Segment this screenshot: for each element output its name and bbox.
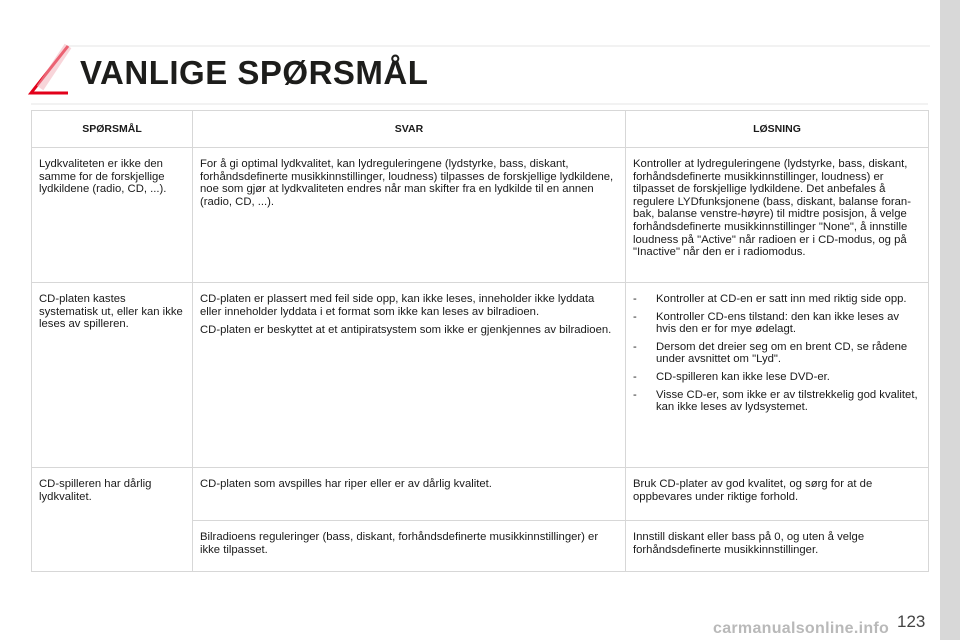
table-row xyxy=(32,468,929,521)
solution-list xyxy=(633,293,920,414)
solution-item: - Kontroller CD-ens tilstand: den kan ikke leses av hvis den er for mye ødelagt. xyxy=(633,311,920,336)
table-header-row xyxy=(32,111,929,148)
answer-cell xyxy=(193,283,626,468)
solution-item: - Dersom det dreier seg om en brent CD, se rådene under avsnittet om "Lyd". xyxy=(633,341,920,366)
solution-cell xyxy=(626,283,929,468)
question-cell: CD-spilleren har dårlig lydkvalitet. xyxy=(32,468,193,572)
answer-text: CD-platen er beskyttet at et antipiratsystem som ikke er gjenkjennes av bilradioen. xyxy=(200,324,612,337)
answer-text: For å gi optimal lydkvalitet, kan lydreguleringene (lydstyrke, bass, diskant, forhåndsdefinerte musikkinnstillinger, loudness) tilpasses de forskjellige lydkildene, noe som gjør at lydkvaliteten endres når man skifter fra en lydkilde til en annen (radio, CD, ...). xyxy=(200,158,614,208)
solution-item: - CD-spilleren kan ikke lese DVD-er. xyxy=(633,371,920,384)
solution-cell: Innstill diskant eller bass på 0, og uten å velge forhåndsdefinerte musikkinnstillinger. xyxy=(626,521,929,572)
header-question: SPØRSMÅL xyxy=(32,111,193,148)
answer-text: Bilradioens reguleringer (bass, diskant, forhåndsdefinerte musikkinnstillinger) er ikke tilpasset. xyxy=(200,531,599,556)
faq-table xyxy=(31,110,929,572)
side-band xyxy=(940,0,960,640)
solution-item: - Kontroller at CD-en er satt inn med riktig side opp. xyxy=(633,293,920,306)
solution-cell: Kontroller at lydreguleringene (lydstyrke, bass, diskant, forhåndsdefinerte musikkinnstillinger, loudness) er tilpasset de forskjellige lydkildene. Det anbefales å regulere LYDfunksjonene (bass, diskant, balanse foran-bak, balanse venstre-høyre) til midtre posisjon, å velge forhåndsdefinerte musikkinnstillinger "None", å innstille loudness på "Active" når radioen er i CD-modus, og på "Inactive" når den er i radiomodus. xyxy=(626,148,929,283)
answer-cell xyxy=(193,148,626,283)
table-row xyxy=(32,283,929,468)
watermark: carmanualsonline.info xyxy=(713,620,890,637)
table-row xyxy=(32,148,929,283)
page-title: VANLIGE SPØRSMÅL xyxy=(80,54,429,91)
answer-text: CD-platen som avspilles har riper eller er av dårlig kvalitet. xyxy=(200,478,492,490)
page-number: 123 xyxy=(897,612,926,631)
question-cell: Lydkvaliteten er ikke den samme for de forskjellige lydkildene (radio, CD, ...). xyxy=(32,148,193,283)
answer-cell xyxy=(193,521,626,572)
solution-item: - Visse CD-er, som ikke er av tilstrekkelig god kvalitet, kan ikke leses av lydsystemet. xyxy=(633,389,920,414)
header-solution: LØSNING xyxy=(626,111,929,148)
header-answer: SVAR xyxy=(193,111,626,148)
solution-cell: Bruk CD-plater av god kvalitet, og sørg for at de oppbevares under riktige forhold. xyxy=(626,468,929,521)
question-cell: CD-platen kastes systematisk ut, eller kan ikke leses av spilleren. xyxy=(32,283,193,468)
answer-text: CD-platen er plassert med feil side opp, kan ikke leses, inneholder ikke lyddata eller inneholder lyddata i et format som ikke kan leses av bilradioen. xyxy=(200,293,595,318)
answer-cell xyxy=(193,468,626,521)
